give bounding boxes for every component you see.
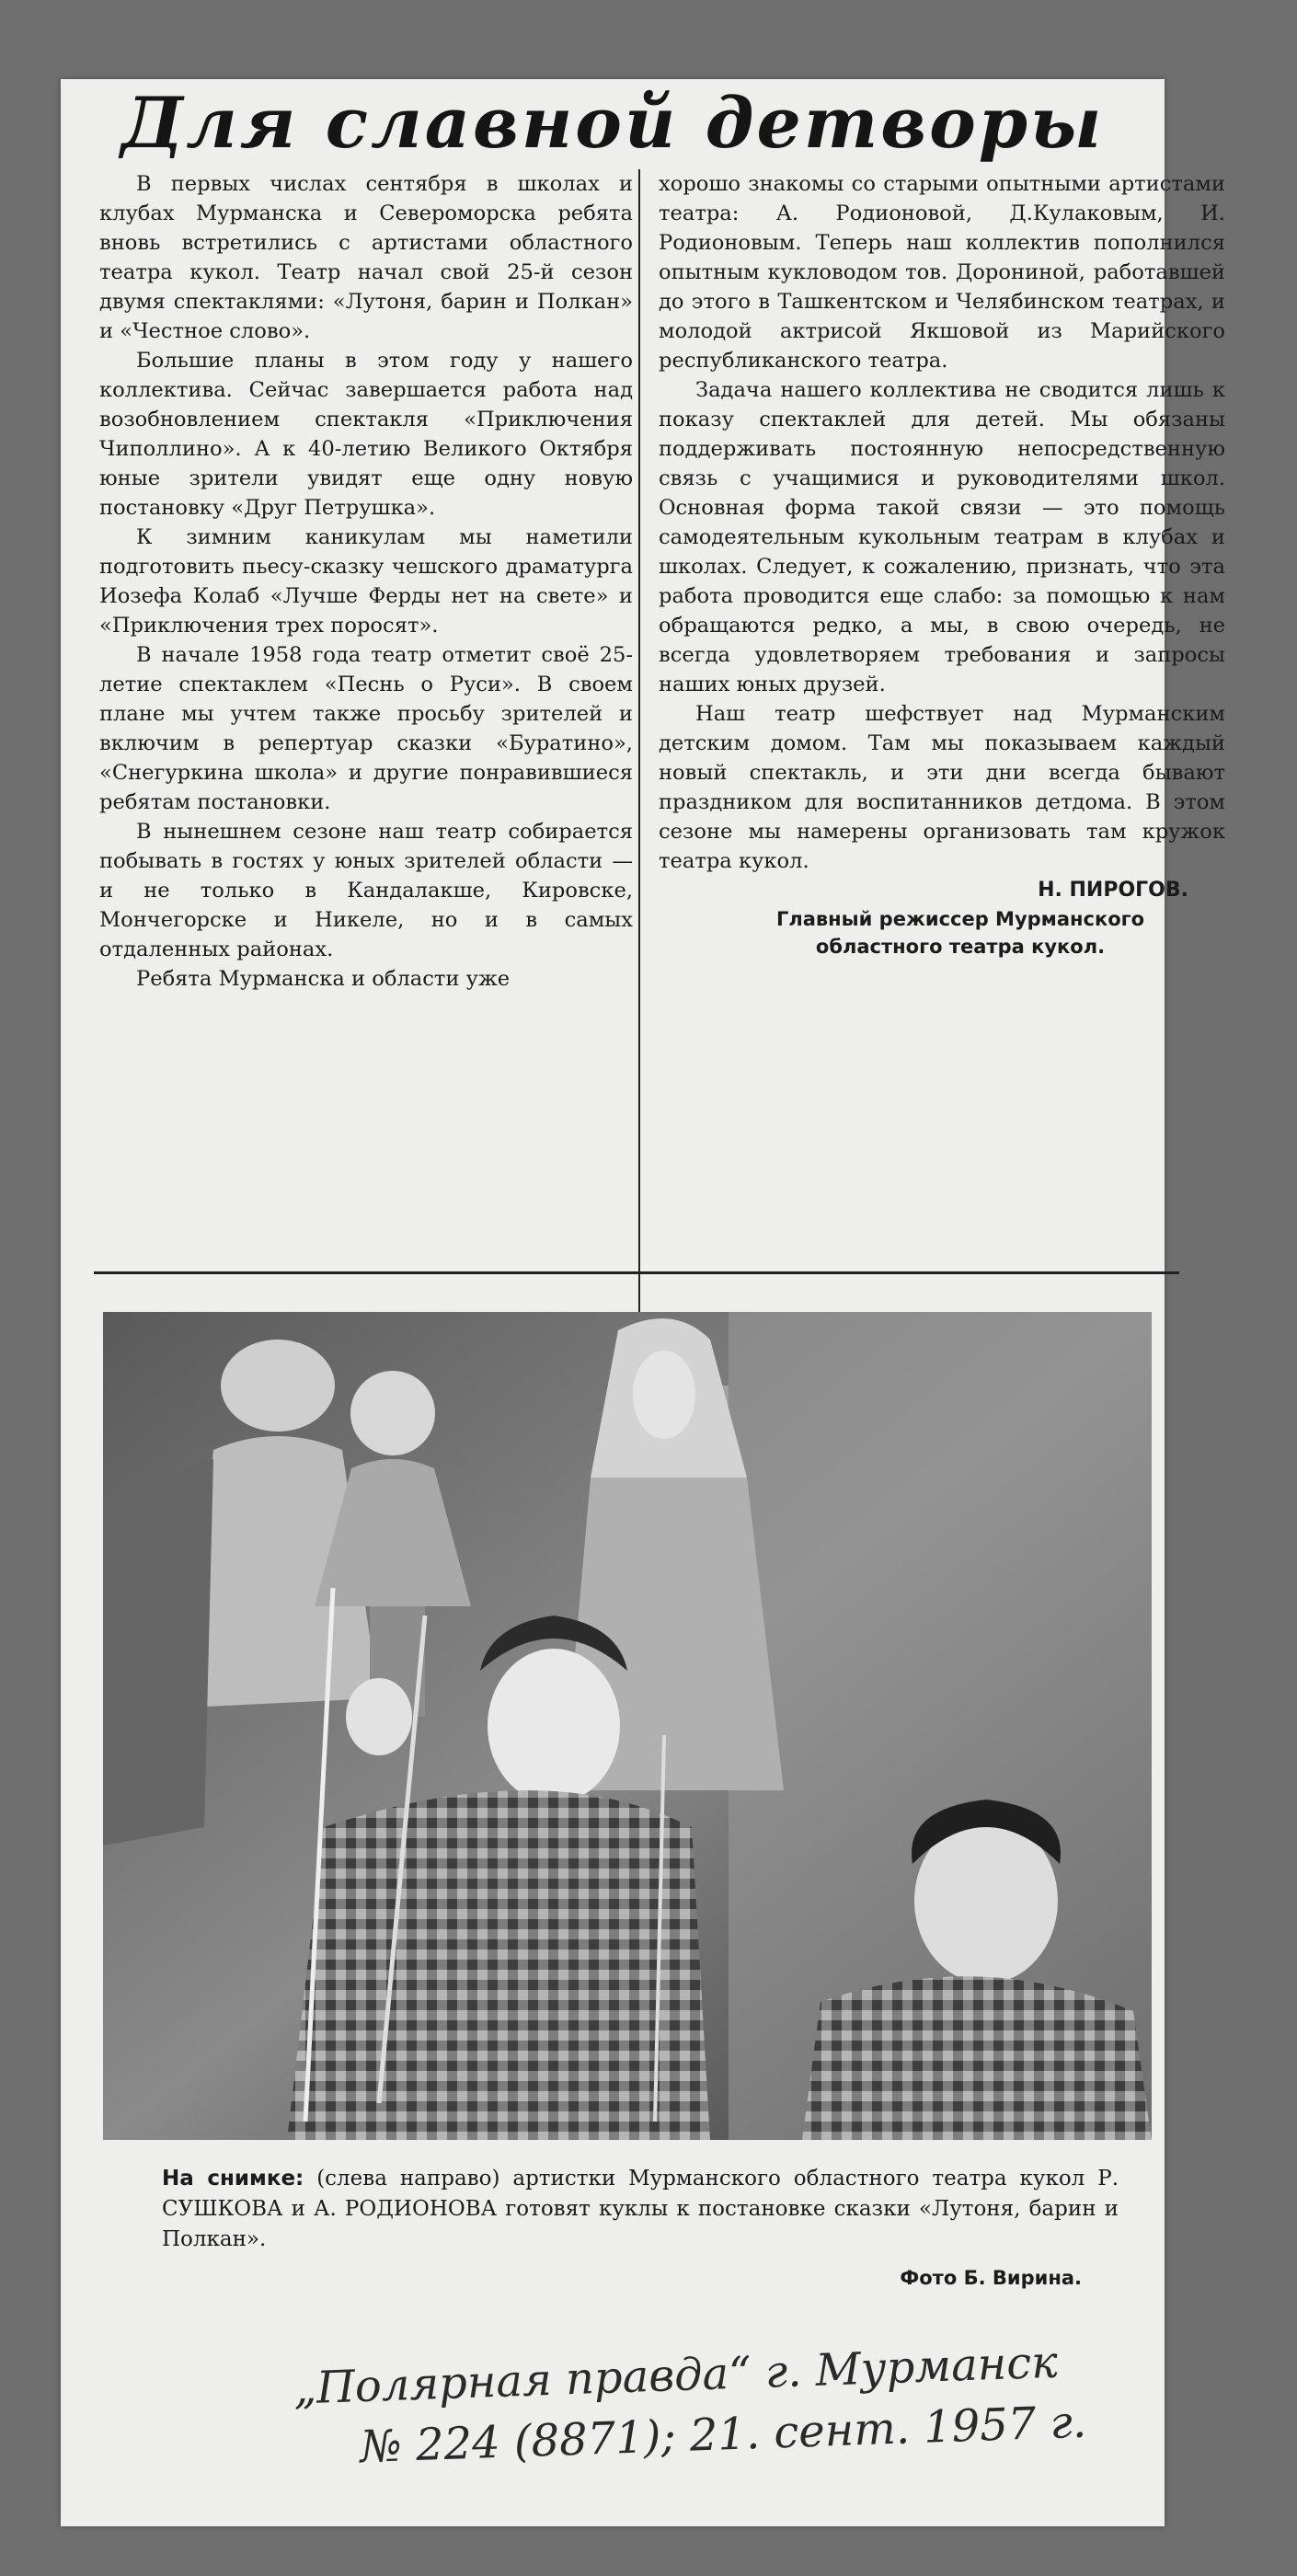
author-title-line: областного театра кукол. — [815, 936, 1106, 958]
paragraph: Задача нашего коллектива не сводится лишь к показу спектаклей для детей. Мы обязаны поддерживать постоянную непосредственную связь с учащимися и руководителями школ. Основная форма такой связи — это помощь самодеятельным кукольным театрам в клубах и школах. Следует, к сожалению, признать, что эта работа проводится еще слабо: за помощью к нам обращаются редко, а мы, в свою очередь, не всегда удовлетворяем требования и запросы наших юных друзей. — [659, 378, 1225, 696]
article-left-column — [99, 169, 633, 994]
caption-lead: На снимке: — [162, 2167, 304, 2191]
photo-credit: Фото Б. Вирина. — [900, 2267, 1082, 2289]
article-headline: Для славной детворы — [121, 82, 1105, 164]
photo-image — [103, 1312, 1152, 2140]
author-title — [659, 905, 1225, 960]
photo-caption — [162, 2164, 1119, 2255]
news-photo — [103, 1312, 1152, 2140]
paragraph: В нынешнем сезоне наш театр собирается побывать в гостях у юных зрителей области — и не только в Кандалакше, Кировске, Мончегорске и Никеле, но и в самых отдаленных районах. — [99, 820, 633, 961]
handwritten-line: № 224 (8871); 21. сент. 1957 г. — [359, 2396, 1087, 2474]
paragraph: хорошо знакомы со старыми опытными артистами театра: А. Родионовой, Д.Кулаковым, И. Родионовым. Теперь наш коллектив пополнился опытным кукловодом тов. Дорониной, работавшей до этого в Ташкентском и Челябинском театрах, и молодой актрисой Якшовой из Марийского республиканского театра. — [659, 172, 1225, 373]
column-divider — [638, 169, 640, 1349]
handwritten-source-note — [293, 2326, 1225, 2479]
author-signature: Н. ПИРОГОВ. — [1038, 879, 1188, 902]
paragraph: Ребята Мурманска и области уже — [136, 967, 511, 991]
handwritten-line: „Полярная правда“ г. Мурманск — [293, 2336, 1059, 2415]
paragraph: В первых числах сентября в школах и клубах Мурманска и Североморска ребята вновь встретились с артистами областного театра кукол. Театр начал свой 25-й сезон двумя спектаклями: «Лутоня, барин и Полкан» и «Честное слово». — [99, 172, 633, 343]
caption-text: (слева направо) артистки Мурманского областного театра кукол Р. СУШКОВА и А. РОДИОНОВА готовят куклы к постановке сказки «Лутоня, барин и Полкан». — [162, 2167, 1119, 2251]
paragraph: Большие планы в этом году у нашего коллектива. Сейчас завершается работа над возобновлением спектакля «Приключения Чиполлино». А к 40-летию Великого Октября юные зрители увидят еще одну новую постановку «Друг Петрушка». — [99, 349, 633, 520]
paragraph: Наш театр шефствует над Мурманским детским домом. Там мы показываем каждый новый спектакль, и эти дни всегда бывают праздником для воспитанников детдома. В этом сезоне мы намерены организовать там кружок театра кукол. — [659, 702, 1225, 873]
paragraph: В начале 1958 года театр отметит своё 25-летие спектаклем «Песнь о Руси». В своем плане мы учтем также просьбу зрителей и включим в репертуар сказки «Буратино», «Снегуркина школа» и другие понравившиеся ребятам постановки. — [99, 643, 633, 814]
paragraph: К зимним каникулам мы наметили подготовить пьесу-сказку чешского драматурга Иозефа Колаб «Лучше Ферды нет на свете» и «Приключения трех поросят». — [99, 525, 633, 638]
newspaper-clipping — [61, 79, 1225, 2526]
author-title-line: Главный режиссер Мурманского — [775, 908, 1145, 930]
section-divider — [94, 1271, 1179, 1274]
article-right-column — [659, 169, 1225, 960]
